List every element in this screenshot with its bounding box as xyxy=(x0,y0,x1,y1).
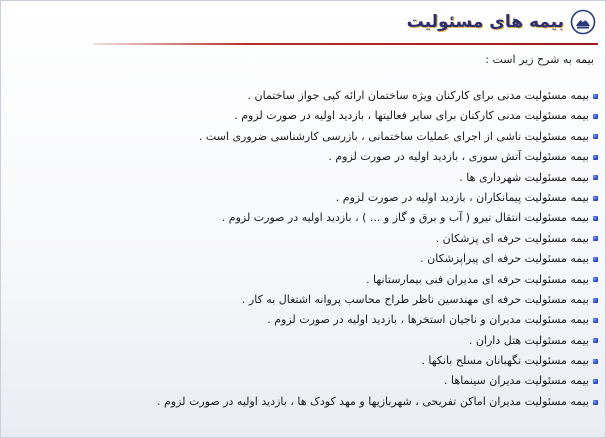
bullet-icon xyxy=(593,114,598,119)
list-item-text: بیمه مسئولیت حرفه ای مهندسین ناظر طراح محاسب پروانه اشتغال به کار . xyxy=(241,292,589,306)
list-item xyxy=(8,127,598,147)
bullet-icon xyxy=(593,134,598,139)
list-item-text: بیمه مسئولیت مدنی برای کارکنان ویژه ساختمان ارائه کپی جواز ساختمان . xyxy=(247,89,589,102)
bullet-icon xyxy=(593,338,598,343)
list-item xyxy=(8,351,598,371)
list-item-text: بیمه مسئولیت حرفه ای پزشکان . xyxy=(435,231,589,245)
list-item-text: بیمه مسئولیت مدیران و ناجیان استخرها ، بازدید اولیه در صورت لزوم . xyxy=(267,313,589,327)
bullet-icon xyxy=(593,216,598,221)
list-item-text: بیمه مسئولیت ناشی از اجرای عملیات ساختمانی ، بازرسی کارشناسی ضروری است . xyxy=(198,129,589,143)
list-item xyxy=(8,188,598,208)
list-item xyxy=(8,208,598,228)
bullet-icon xyxy=(593,94,598,99)
list-item-text: بیمه مسئولیت حرفه ای مدیران فنی بیمارستانها . xyxy=(366,272,589,286)
list-item xyxy=(8,290,598,310)
insurance-list xyxy=(8,86,598,412)
list-item xyxy=(8,86,598,106)
list-item-text: بیمه مسئولیت انتقال نیرو ( آب و برق و گاز و ... ) ، بازدید اولیه در صورت لزوم . xyxy=(221,211,589,225)
bullet-icon xyxy=(593,400,598,405)
list-item-text: بیمه مسئولیت آتش سوزی ، بازدید اولیه در صورت لزوم . xyxy=(328,150,589,164)
bullet-icon xyxy=(593,277,598,282)
bullet-icon xyxy=(593,298,598,303)
list-item xyxy=(8,249,598,269)
list-item xyxy=(8,270,598,290)
list-item xyxy=(8,229,598,249)
list-item xyxy=(8,392,598,412)
list-item-text: بیمه مسئولیت هتل داران . xyxy=(468,333,589,347)
list-item-text: بیمه مسئولیت پیمانکاران ، بازدید اولیه در صورت لزوم . xyxy=(335,190,589,204)
bullet-icon xyxy=(593,196,598,201)
bullet-icon xyxy=(593,257,598,262)
slide-header xyxy=(407,8,596,36)
bullet-icon xyxy=(593,155,598,160)
list-item-text: بیمه مسئولیت نگهبانان مسلح بانکها . xyxy=(421,354,589,368)
list-item xyxy=(8,168,598,188)
page-title: بیمه های مسئولیت xyxy=(406,12,564,32)
header-divider xyxy=(93,43,598,45)
bullet-icon xyxy=(593,236,598,241)
list-item-text: بیمه مسئولیت حرفه ای پیراپزشکان . xyxy=(420,252,589,266)
list-item-text: بیمه مسئولیت شهرداری ها . xyxy=(459,170,589,184)
intro-text: بیمه به شرح زیر است : xyxy=(485,53,594,66)
list-item xyxy=(8,106,598,126)
list-item-text: بیمه مسئولیت مدیران سینماها . xyxy=(444,374,589,388)
list-item-text: بیمه مسئولیت مدنی کارکنان برای سایر فعالیتها ، بازدید اولیه در صورت لزوم . xyxy=(234,109,589,123)
list-item xyxy=(8,310,598,330)
list-item-text: بیمه مسئولیت مدیران اماکن تفریحی ، شهربازیها و مهد کودک ها ، بازدید اولیه در صورت لزوم . xyxy=(157,394,589,408)
bullet-icon xyxy=(593,359,598,364)
list-item xyxy=(8,371,598,391)
bullet-icon xyxy=(593,379,598,384)
bullet-icon xyxy=(593,318,598,323)
list-item xyxy=(8,331,598,351)
bullet-icon xyxy=(593,175,598,180)
institution-seal-icon xyxy=(570,9,596,35)
list-item xyxy=(8,147,598,167)
